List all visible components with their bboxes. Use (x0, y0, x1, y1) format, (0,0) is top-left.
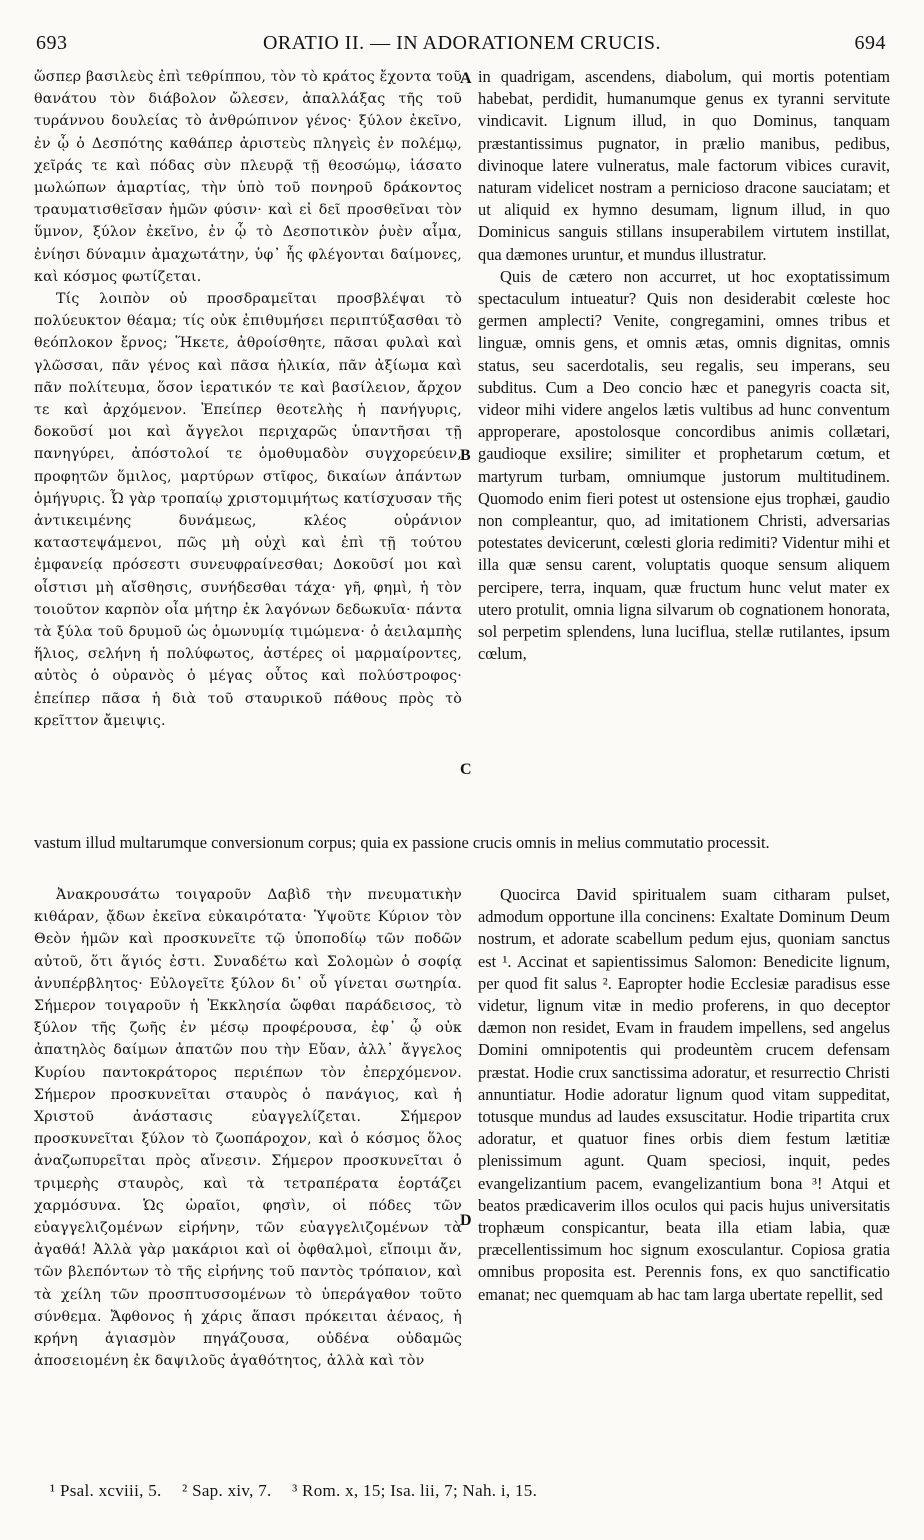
running-title: ORATIO II. — IN ADORATIONEM CRUCIS. (262, 32, 662, 54)
latin-paragraph-2: Quis de cætero non accurret, ut hoc exoptatissimum spectaculum intueatur? Quis non desiderabit cœleste hoc germen amplecti? Venite, congregamini, omnes tribus et linguæ, omnis gens, et omnis ætas, omnis dignitas, omnis status, seu sacerdotalis, seu regalis, seu imperans, seu subditus. Cum a Deo concio hæc et panegyris coacta sit, videor mihi videre angelos lætis vultibus ad hunc conventum approperare, apostolosque concordibus animis collætari, gaudioque exsilire; similiter et prophetarum cœtum, et martyrum turbam, omniumque justorum multitudinem. Quomodo enim fieri potest ut ostensione ejus trophæi, gaudio non compleantur, quo, ad imitationem Christi, adversarias potestates devicerunt, cœlesti gloria redimiti? Videntur mihi et illa quæ sensu carent, voluptatis quoque sensum aliquem percipere, terra, inquam, quæ fructum hunc velut mater ex utero protulit, omnia ligna silvarum ob cognationem honorata, sol perpetim splendens, luna luciflua, stellæ rutilantes, ipsum cœlum, (478, 266, 890, 664)
margin-letter-b: B (460, 447, 471, 464)
greek-column-lower (34, 884, 462, 1372)
margin-letter-a: A (460, 70, 472, 87)
greek-column-upper (34, 66, 462, 732)
latin-column-lower (478, 884, 890, 1306)
greek-paragraph-2: Τίς λοιπὸν οὐ προσδραμεῖται προσβλέψαι τὸ πολύευκτον θέαμα; τίς οὐκ ἐπιθυμήσει περιπτύξασθαι τὸ θεόπλοκον ἔρνος; Ἥκετε, ἀθροίσθητε, πᾶσαι φυλαὶ καὶ γλῶσσαι, πᾶν γένος καὶ πᾶσα ἡλικία, πᾶν ἀξίωμα καὶ πᾶν πολίτευμα, ὅσον ἱερατικόν τε καὶ βασίλειον, ἄρχον τε καὶ ἀρχόμενον. Ἐπείπερ θεοτελὴς ἡ πανήγυρις, δοκοῦσί μοι καὶ ἄγγελοι περιχαρῶς ὑπαντῆσαι τῇ πανηγύρει, ἀπόστολοί τε ὁμοθυμαδὸν συγχορεύειν, προφητῶν ὅμιλος, μαρτύρων στῖφος, δικαίων ἁπάντων ὁμήγυρις. Ὦ γὰρ τροπαίῳ χριστομιμήτως κατίσχυσαν τῆς ἀντικειμένης δυνάμεως, κλέος οὐράνιον καταστεψάμενοι, πῶς μὴ οὐχὶ καὶ ἐπὶ τῇ τούτου ἐμφανείᾳ πρόσεστι συνευφραίνεσθαι; Δοκοῦσί μοι καὶ οἷστισι μὴ αἴσθησις, συνήδεσθαι τάχα· γῆ, φημὶ, ἡ τὸν τοιοῦτον καρπὸν οἷα μήτηρ ἐκ λαγόνων δεδωκυῖα· πάντα τὰ ξύλα τοῦ δρυμοῦ ὡς ὁμωνυμίᾳ τιμώμενα· ὁ ἀειλαμπὴς ἥλιος, σελήνη ἡ πολύφωτος, ἀστέρες οἱ μαρμαίροντες, αὐτὸς ὁ οὐρανὸς ὁ μέγας οὗτος καὶ πολύστροφος· ἐπείπερ πᾶσα ἡ διὰ τοῦ σταυρικοῦ πάθους πρὸς τὸ κρεῖττον ἄμειψις. (34, 291, 462, 729)
footnotes (50, 1481, 884, 1501)
page-number-left: 693 (36, 32, 68, 54)
page-header (28, 32, 896, 62)
margin-letter-d: D (460, 1212, 472, 1229)
margin-letter-c: C (460, 761, 472, 778)
footnote-1: ¹ Psal. xcviii, 5. (50, 1481, 162, 1500)
footnote-3: ³ Rom. x, 15; Isa. lii, 7; Nah. i, 15. (292, 1481, 538, 1500)
greek-paragraph-1: ὥσπερ βασιλεὺς ἐπὶ τεθρίππου, τὸν τὸ κράτος ἔχοντα τοῦ θανάτου τὸν διάβολον ὤλεσεν, ἀπαλλάξας τῆς τοῦ τυράννου δουλείας τὸ ἀνθρώπινον γένος· ξύλον ἐκεῖνο, ἐν ᾧ ὁ Δεσπότης καθάπερ ἀριστεὺς πληγεὶς ἐν πολέμῳ, χεῖράς τε καὶ πόδας σὺν πλευρᾷ τῇ θεοσώμῳ, ἰάσατο μωλώπων ἁμαρτίας, τὴν ὑπὸ τοῦ πονηροῦ δράκοντος τραυματισθεῖσαν ἡμῶν φύσιν· καὶ εἰ δεῖ προσθεῖναι τὸν ὕμνον, ξύλον ἐκεῖνο, ἐν ᾧ τὸ Δεσποτικὸν ῥυὲν αἷμα, ἐνίησι δύναμιν ἀμαχωτάτην, ὑφ᾽ ἧς φλέγονται δαίμονες, καὶ κόσμος φωτίζεται. (34, 69, 462, 285)
footnote-2: ² Sap. xiv, 7. (182, 1481, 272, 1500)
latin-paragraph-1: in quadrigam, ascendens, diabolum, qui mortis potentiam habebat, perdidit, humanumque genus ex tyranni servitute vindicavit. Lignum illud, in quo Dominus, tanquam præstantissimus pugnator, in prælio manibus, pedibus, divinoque latere vulneratus, male factorum vibices curavit, naturam videlicet nostram a pernicioso dracone sauciatam; et ut aliquid ex hymno desumam, lignum illud, in quo Dominicus sanguis stillans insuperabilem virtutem instillat, qua dæmones uruntur, et mundus illustratur. (478, 67, 890, 264)
full-width-text: vastum illud multarumque conversionum corpus; quia ex passione crucis omnis in melius commutatio processit. (34, 833, 770, 852)
latin-column-upper (478, 66, 890, 665)
latin-paragraph-3: Quocirca David spiritualem suam citharam pulset, admodum opportune illa concinens: Exaltate Dominum Deum nostrum, et adorate scabellum pedum ejus, quoniam sanctus est ¹. Accinat et sapientissimus Salomon: Benedicite lignum, per quod fit salus ². Eapropter hodie Ecclesiæ paradisus esse videtur, lignum vitæ in medio proferens, in quo deceptor dæmon non residet, Evam in fraudem impellens, sed angelus Domini omnipotentis qui prodeuntèm crucem defensam præstat. Hodie crux sanctissima adoratur, et resurrectio Christi annuntiatur. Hodie adoratur lignum quod vitam suppeditat, totusque mundus ad laudes exsuscitatur. Hodie tripartita crux adoratur, et quatuor fines orbis diem festum lætitiæ plenissimum agunt. Quam speciosi, inquit, pedes evangelizantium pacem, evangelizantium bona ³! Atqui et beatos prædicaverim illos oculos qui pacis hujus universitatis trophæum conspicantur, beata illa etiam labia, quæ præcellentissimum hoc signum exosculantur. Copiosa gratia omnibus proposita est. Perennis fons, ex quo sanctificatio emanat; nec quemquam ab hac tam larga ubertate repellit, sed (478, 885, 890, 1304)
greek-paragraph-3: Ἀνακρουσάτω τοιγαροῦν Δαβὶδ τὴν πνευματικὴν κιθάραν, ᾄδων ἐκεῖνα εὐκαιρότατα· Ὑψοῦτε Κύριον τὸν Θεὸν ἡμῶν καὶ προσκυνεῖτε τῷ ὑποποδίῳ τῶν ποδῶν αὐτοῦ, ὅτι ἅγιός ἐστι. Συναδέτω καὶ Σολομὼν ὁ σοφίᾳ ἀνυπέρβλητος· Εὐλογεῖτε ξύλον δι᾽ οὗ γίνεται σωτηρία. Σήμερον τοιγαροῦν ἡ Ἐκκλησία ὤφθαι παράδεισος, τὸ ξύλον τῆς ζωῆς ἐν μέσῳ προφέρουσα, ἐφ᾽ ᾧ οὐκ ἀπατηλὸς δαίμων ἀπατῶν που τὴν Εὔαν, ἀλλ᾽ ἄγγελος Κυρίου παντοκράτορος περιέπων τὸν ἐπερχόμενον. Σήμερον προσκυνεῖται σταυρὸς ὁ πανάγιος, καὶ ἡ Χριστοῦ ἀνάστασις εὐαγγελίζεται. Σήμερον προσκυνεῖται ξύλον τὸ ζωοπάροχον, καὶ ὁ κόσμος ὅλος ἀναζωπυρεῖται πρὸς αἴνεσιν. Σήμερον προσκυνεῖται ὁ τριμερὴς σταυρὸς, καὶ τὰ τετραπέρατα ἑορτάζει χαρμόσυνα. Ὡς ὡραῖοι, φησὶν, οἱ πόδες τῶν εὐαγγελιζομένων εἰρήνην, τῶν εὐαγγελιζομένων τὰ ἀγαθά! Ἀλλὰ γὰρ μακάριοι καὶ οἱ ὀφθαλμοὶ, εἴποιμι ἄν, τῶν βλεπόντων τὸ τῆς εἰρήνης τοῦ παντὸς τρόπαιον, καὶ τὰ χείλη τῶν προσπτυσσομένων τὸ ὑπεράγαθον τοῦτο σύνθεμα. Ἄφθονος ἡ χάρις ἅπασι πρόκειται ἀέναος, ἡ κρήνη ἁγιασμὸν πηγάζουσα, οὐδένα οὐδαμῶς ἀποσειομένη ἐκ δαψιλοῦς ἀγαθότητος, ἀλλὰ καὶ τὸν (34, 887, 462, 1370)
page-number-right: 694 (854, 32, 886, 54)
full-width-line (34, 832, 890, 854)
